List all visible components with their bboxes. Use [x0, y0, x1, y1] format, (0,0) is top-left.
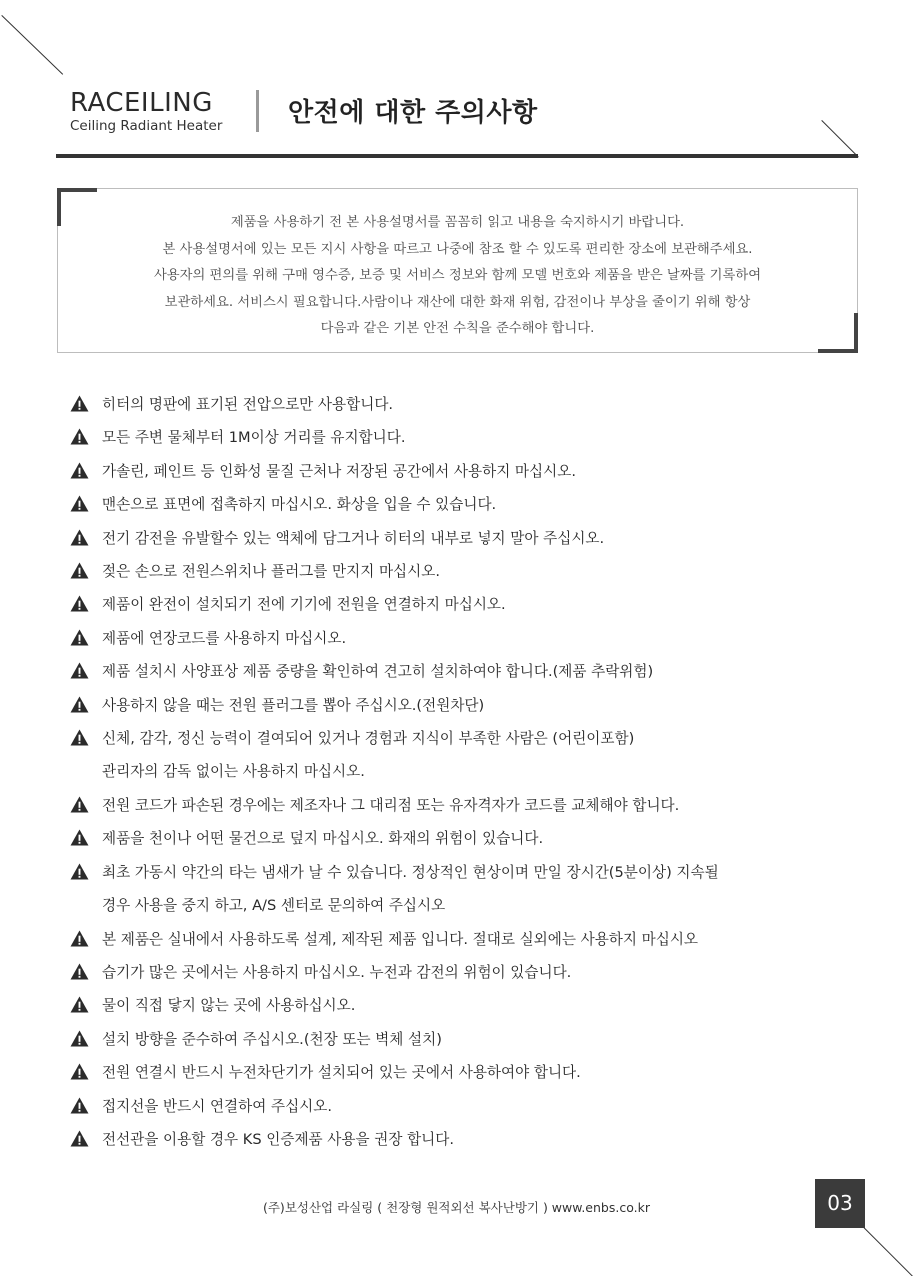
warning-text: 최초 가동시 약간의 타는 냄새가 날 수 있습니다. 정상적인 현상이며 만일 장시간(5분이상) 지속될: [102, 863, 719, 881]
warning-icon: [70, 729, 89, 746]
warning-icon: [70, 428, 89, 445]
warning-item: [68, 1023, 868, 1056]
warning-item: [68, 421, 868, 454]
warning-item: [68, 622, 868, 655]
brand-tagline: Ceiling Radiant Heater: [70, 118, 223, 134]
warning-item: [68, 1123, 868, 1156]
warning-text: 제품을 천이나 어떤 물건으로 덮지 마십시오. 화재의 위험이 있습니다.: [102, 830, 544, 848]
warning-text: 제품 설치시 사양표상 제품 중량을 확인하여 견고히 설치하여야 합니다.(제품 추락위험): [102, 663, 654, 681]
warning-text: 전원 코드가 파손된 경우에는 제조자나 그 대리점 또는 유자격자가 코드를 교체해야 합니다.: [102, 796, 680, 814]
page-number: 03: [815, 1179, 865, 1228]
corner-line-bottom-right: [857, 1221, 913, 1276]
brand-logo: RACEILING: [70, 88, 213, 118]
warning-icon: [70, 495, 89, 512]
footer-text: (주)보성산업 라실링 ( 천장형 원적외선 복사난방기 ) www.enbs.co.kr: [262, 1200, 650, 1215]
warning-icon: [70, 796, 89, 813]
page-header: [56, 86, 858, 158]
warning-text-continued: 관리자의 감독 없이는 사용하지 마십시오.: [102, 763, 365, 781]
warning-item: [68, 822, 868, 855]
warning-icon: [70, 696, 89, 713]
warning-text: 물이 직접 닿지 않는 곳에 사용하십시오.: [102, 997, 356, 1015]
warning-item: [68, 488, 868, 521]
warning-text: 설치 방향을 준수하여 주십시오.(천장 또는 벽체 설치): [102, 1030, 442, 1048]
warning-text: 습기가 많은 곳에서는 사용하지 마십시오. 누전과 감전의 위험이 있습니다.: [102, 963, 572, 981]
warning-item: [68, 689, 868, 722]
warning-icon: [70, 963, 89, 980]
warning-icon: [70, 829, 89, 846]
warning-item: [68, 588, 868, 621]
warning-text-continued: 경우 사용을 중지 하고, A/S 센터로 문의하여 주십시오: [102, 897, 446, 915]
warning-text: 젖은 손으로 전원스위치나 플러그를 만지지 마십시오.: [102, 563, 440, 581]
page-title: 안전에 대한 주의사항: [288, 98, 538, 128]
corner-line-top-left: [1, 15, 63, 75]
warning-icon: [70, 863, 89, 880]
warning-text: 사용하지 않을 때는 전원 플러그를 뽑아 주십시오.(전원차단): [102, 696, 485, 714]
warning-icon: [70, 930, 89, 947]
warning-item: [68, 455, 868, 488]
warning-icon: [70, 529, 89, 546]
warning-item: [68, 555, 868, 588]
warning-text: 접지선을 반드시 연결하여 주십시오.: [102, 1097, 333, 1115]
notice-line: 본 사용설명서에 있는 모든 지시 사항을 따르고 나중에 참조 할 수 있도록 편리한 장소에 보관해주세요.: [162, 241, 753, 257]
warning-item: [68, 1056, 868, 1089]
warning-icon: [70, 462, 89, 479]
header-rule: [56, 154, 858, 158]
warning-icon: [70, 996, 89, 1013]
warning-item: [68, 856, 868, 923]
notice-box: [57, 188, 858, 353]
warning-icon: [70, 1097, 89, 1114]
warning-text: 전원 연결시 반드시 누전차단기가 설치되어 있는 곳에서 사용하여야 합니다.: [102, 1064, 581, 1082]
warning-icon: [70, 395, 89, 412]
warning-text: 전선관을 이용할 경우 KS 인증제품 사용을 권장 합니다.: [102, 1130, 454, 1148]
warning-icon: [70, 1030, 89, 1047]
warning-item: [68, 388, 868, 421]
warning-item: [68, 722, 868, 789]
warning-text: 본 제품은 실내에서 사용하도록 설계, 제작된 제품 입니다. 절대로 실외에는 사용하지 마십시오: [102, 930, 699, 948]
warning-item: [68, 522, 868, 555]
notice-line: 보관하세요. 서비스시 필요합니다.사람이나 재산에 대한 화재 위험, 감전이나 부상을 줄이기 위해 항상: [164, 294, 751, 310]
notice-line: 사용자의 편의를 위해 구매 영수증, 보증 및 서비스 정보와 함께 모델 번호와 제품을 받은 날짜를 기록하여: [153, 268, 762, 283]
warning-text: 신체, 감각, 정신 능력이 결여되어 있거나 경험과 지식이 부족한 사람은 (어린이포함): [102, 730, 635, 748]
warning-icon: [70, 595, 89, 612]
warning-text: 가솔린, 페인트 등 인화성 물질 근처나 저장된 공간에서 사용하지 마십시오.: [102, 462, 576, 480]
warning-icon: [70, 562, 89, 579]
warning-item: [68, 1090, 868, 1123]
warning-icon: [70, 629, 89, 646]
notice-line: 다음과 같은 기본 안전 수칙을 준수해야 합니다.: [320, 321, 595, 336]
notice-text: [88, 210, 827, 343]
notice-line: 제품을 사용하기 전 본 사용설명서를 꼼꼼히 읽고 내용을 숙지하시기 바랍니다.: [230, 215, 685, 230]
warning-icon: [70, 662, 89, 679]
warning-icon: [70, 1063, 89, 1080]
warning-list: [68, 388, 868, 1156]
warning-item: [68, 989, 868, 1022]
warning-item: [68, 956, 868, 989]
warning-text: 제품이 완전이 설치되기 전에 기기에 전원을 연결하지 마십시오.: [102, 596, 506, 614]
warning-item: [68, 789, 868, 822]
warning-icon: [70, 1130, 89, 1147]
warning-text: 전기 감전을 유발할수 있는 액체에 담그거나 히터의 내부로 넣지 말아 주십시오.: [102, 529, 605, 547]
warning-item: [68, 923, 868, 956]
header-separator: [256, 90, 259, 132]
warning-text: 모든 주변 물체부터 1M이상 거리를 유지합니다.: [102, 429, 406, 447]
warning-item: [68, 655, 868, 688]
warning-text: 히터의 명판에 표기된 전압으로만 사용합니다.: [102, 396, 394, 413]
warning-text: 맨손으로 표면에 접촉하지 마십시오. 화상을 입을 수 있습니다.: [102, 496, 497, 514]
warning-text: 제품에 연장코드를 사용하지 마십시오.: [102, 629, 347, 647]
